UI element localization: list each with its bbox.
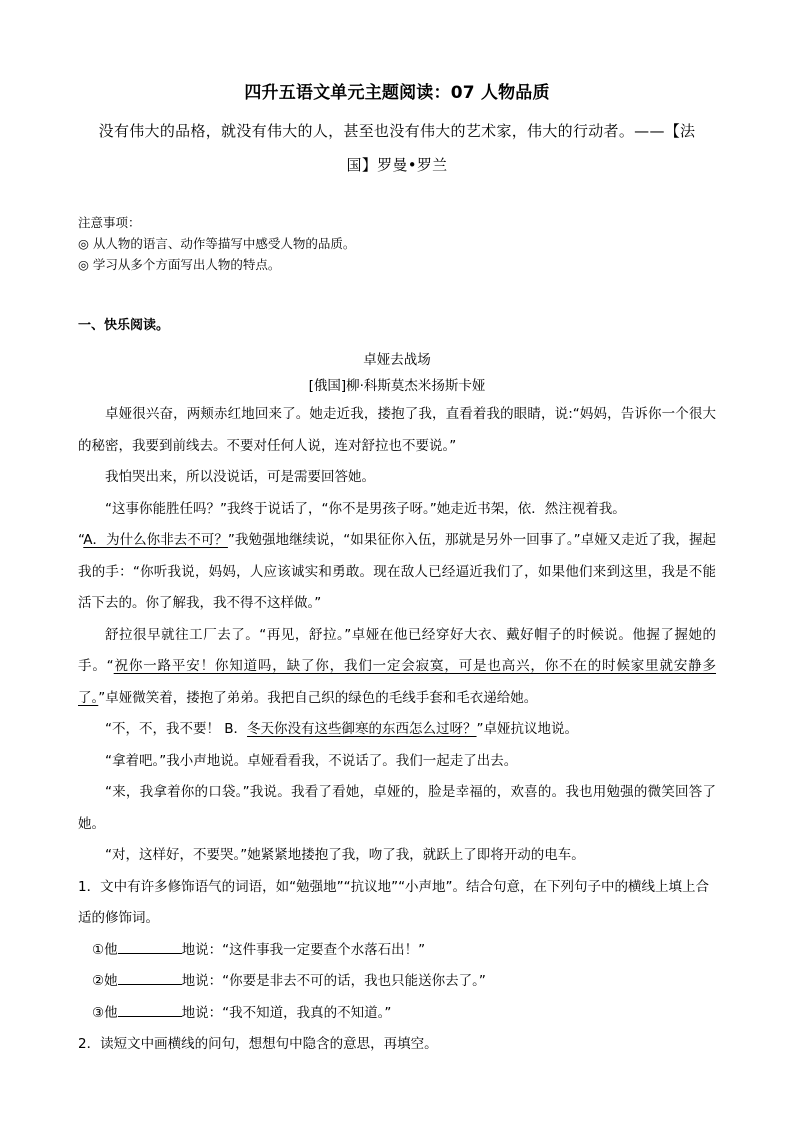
questions [78, 872, 716, 1061]
motto-line-2: 国】罗曼•罗兰 [346, 156, 448, 174]
story-paragraph: 卓娅很兴奋，两颊赤红地回来了。她走近我，搂抱了我，直看着我的眼睛，说:“妈妈，告诉你一个很大的秘密，我要到前线去。不要对任何人说，连对舒拉也不要说。” [78, 406, 716, 454]
underlined-sentence: 祝你一路平安！你知道吗，缺了你，我们一定会寂寞，可是也高兴，你不在的时候家里就安静多了。 [78, 658, 717, 706]
section-heading: 一、快乐阅读。 [78, 318, 170, 333]
answer-blank[interactable] [118, 1002, 182, 1017]
story-paragraph: 我怕哭出来，所以没说话，可是需要回答她。 [105, 469, 375, 485]
note-item: ◎ 学习从多个方面写出人物的特点。 [78, 257, 281, 272]
question-1-item: ③他 地说：“我不知道，我真的不知道。” [78, 998, 716, 1030]
paragraph-text: “不，不，我不要！ B． [105, 721, 248, 737]
page-title: 四升五语文单元主题阅读：07 人物品质 [244, 83, 550, 103]
story-body [78, 399, 716, 872]
notes-block [78, 212, 716, 275]
question-2: 2．读短文中画横线的问句，想想句中隐含的意思，再填空。 [78, 1036, 438, 1052]
story-paragraph: “对，这样好，不要哭。”她紧紧地搂抱了我，吻了我，就跃上了即将开动的电车。 [105, 847, 585, 863]
underlined-question-b: 冬天你没有这些御寒的东西怎么过呀？ [247, 721, 477, 737]
paragraph-text: ”我勉强地继续说，“如果征你入伍，那就是另外一回事了。”卓娅又走近了我，握起我的手：“你听我说，妈妈，人应该诚实和勇敢。现在敌人已经逼近我们了，如果他们来到这里，我是不能活下去的。你了解我，我不得不这样做。” [78, 532, 716, 611]
answer-blank[interactable] [118, 939, 182, 954]
paragraph-text: 舒拉很早就往工厂去了。“再见，舒拉。”卓娅在他已经穿好大衣、戴好帽子的时候说。他握了握她的手。“ [78, 626, 716, 674]
story-paragraph: “拿着吧。”我小声地说。卓娅看看我，不说话了。我们一起走了出去。 [105, 752, 518, 769]
underlined-question-a: A．为什么你非去不可？ [83, 532, 228, 548]
story-paragraph: “来，我拿着你的口袋。”我说。我看了看她，卓娅的，脸是幸福的，欢喜的。我也用勉强的微笑回答了她。 [78, 784, 716, 832]
paragraph-text: ”卓娅抗议地说。 [476, 721, 579, 737]
question-1: 1．文中有许多修饰语气的词语，如“勉强地”“抗议地”“小声地”。结合句意，在下列句子中的横线上填上合适的修饰词。 [78, 878, 710, 926]
motto-line-1: 没有伟大的品格，就没有伟大的人，甚至也没有伟大的艺术家，伟大的行动者。——【法 [98, 122, 696, 140]
story-paragraph [78, 620, 716, 715]
question-1-item: ①他 地说：“这件事我一定要查个水落石出！” [78, 935, 716, 967]
quote-open: “ [78, 532, 84, 548]
note-item: ◎ 从人物的语言、动作等描写中感受人物的品质。 [78, 236, 356, 251]
motto-quote [78, 114, 716, 182]
story-title: 卓娅去战场 [363, 352, 431, 368]
story-author: [俄国]柳·科斯莫杰米扬斯卡娅 [308, 378, 486, 394]
paragraph-text: ”卓娅微笑着，搂抱了弟弟。我把自己织的绿色的毛线手套和毛衣递给她。 [98, 689, 538, 706]
question-1-item: ②她 地说：“你要是非去不可的话，我也只能送你去了。” [78, 966, 716, 998]
answer-blank[interactable] [118, 970, 182, 985]
story-paragraph: “这事你能胜任吗？”我终于说话了，“你不是男孩子呀。”她走近书架，依．然注视着我。 [105, 500, 626, 517]
story-paragraph [78, 525, 716, 620]
story-paragraph [78, 714, 716, 746]
notes-heading: 注意事项： [78, 215, 141, 230]
